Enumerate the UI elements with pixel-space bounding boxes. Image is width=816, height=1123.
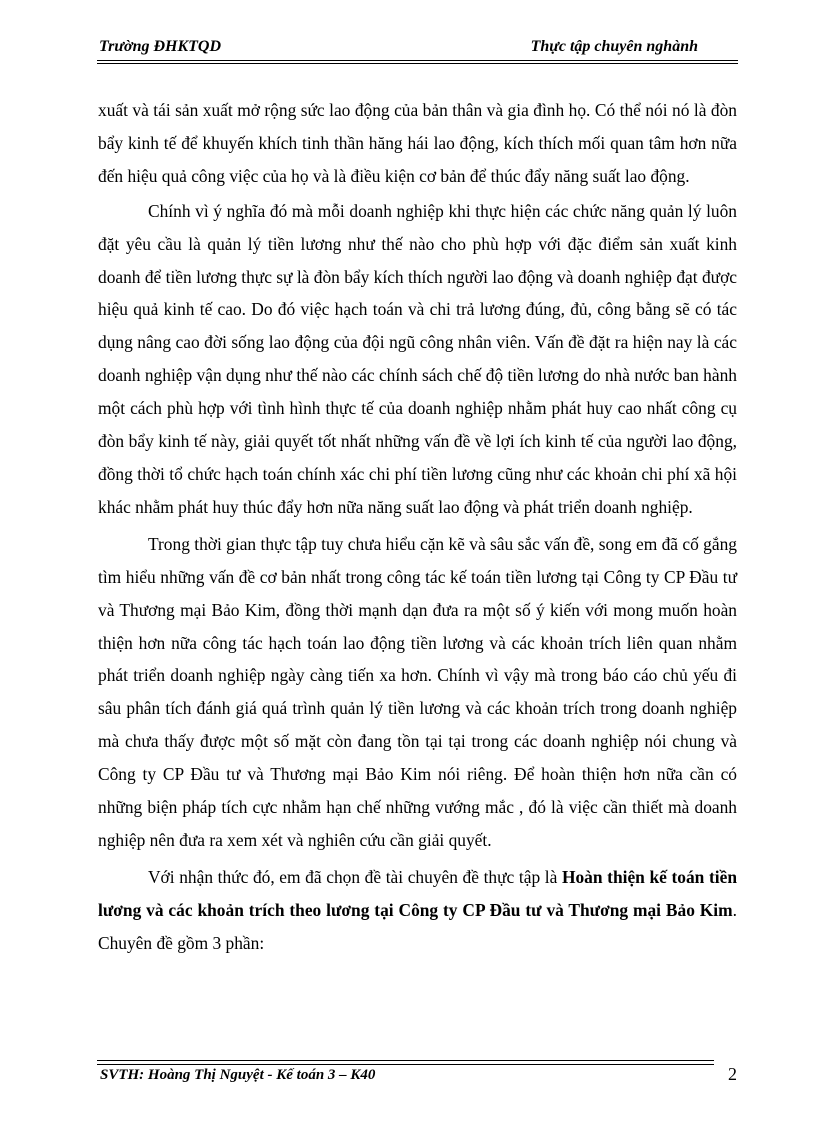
paragraph-4-start: Với nhận thức đó, em đã chọn đề tài chuyên đề thực tập là	[148, 866, 562, 887]
header-subject: Thực tập chuyên nghành	[530, 38, 698, 55]
header-rule	[97, 60, 738, 61]
page-header	[97, 36, 738, 62]
header-rule-thin	[97, 63, 738, 64]
footer-author: SVTH: Hoàng Thị Nguyệt - Kế toán 3 – K40	[100, 1067, 376, 1083]
paragraph-4-end: . Chuyên đề gồm 3 phần:	[98, 899, 737, 953]
paragraph-3: Trong thời gian thực tập tuy chưa hiểu cặn kẽ và sâu sắc vấn đề, song em đã cố gắng tìm hiểu những vấn đề cơ bản nhất trong công tác kế toán tiền lương tại Công ty CP Đầu tư và Thương mại Bảo Kim, đồng thời mạnh dạn đưa ra một số ý kiến với mong muốn hoàn thiện hơn nữa công tác hạch toán lao động tiền lương và các khoản trích liên quan nhằm phát triển doanh nghiệp ngày càng tiến xa hơn. Chính vì vậy mà trong báo cáo chủ yếu đi sâu phân tích đánh giá quá trình quản lý tiền lương và các khoản trích trong doanh nghiệp mà chưa thấy được một số mặt còn đang tồn tại tại trong các doanh nghiệp nói chung và Công ty CP Đầu tư và Thương mại Bảo Kim nói riêng. Để hoàn thiện hơn nữa cần có những biện pháp tích cực nhằm hạn chế những vướng mắc , đó là việc cần thiết mà doanh nghiệp nên đưa ra xem xét và nghiên cứu cần giải quyết.	[98, 533, 737, 850]
page-footer	[98, 1066, 743, 1090]
footer-rule-thin	[97, 1064, 714, 1065]
paragraph-4	[98, 861, 737, 960]
paragraph-1: xuất và tái sản xuất mở rộng sức lao động của bản thân và gia đình họ. Có thể nói nó là đòn bẩy kinh tế để khuyến khích tinh thần hăng hái lao động, kích thích mối quan tâm hơn nữa đến hiệu quả công việc của họ và là điều kiện cơ bản để thúc đẩy năng suất lao động.	[98, 100, 737, 186]
footer-rule	[97, 1060, 714, 1061]
paragraph-2: Chính vì ý nghĩa đó mà mỗi doanh nghiệp khi thực hiện các chức năng quản lý luôn đặt yêu cầu là quản lý tiền lương như thế nào cho phù hợp với đặc điểm sản xuất kinh doanh để tiền lương thực sự là đòn bẩy kích thích người lao động và doanh nghiệp đạt được hiệu quả kinh tế cao. Do đó việc hạch toán và chi trả lương đúng, đủ, công bằng sẽ có tác dụng nâng cao đời sống lao động của đội ngũ công nhân viên. Vấn đề đặt ra hiện nay là các doanh nghiệp vận dụng như thế nào các chính sách chế độ tiền lương do nhà nước ban hành một cách phù hợp với tình hình thực tế của doanh nghiệp nhằm phát huy cao nhất công cụ đòn bẩy kinh tế này, giải quyết tốt nhất những vấn đề về lợi ích kinh tế của người lao động, đồng thời tổ chức hạch toán chính xác chi phí tiền lương cũng như các khoản chi phí xã hội khác nhằm phát huy thúc đẩy hơn nữa năng suất lao động và phát triển doanh nghiệp.	[98, 200, 737, 517]
header-school: Trường ĐHKTQD	[99, 38, 222, 55]
page-number: 2	[728, 1064, 737, 1084]
body-text	[98, 94, 737, 964]
thesis-title: Hoàn thiện kế toán tiền lương và các khoản trích theo lương tại Công ty CP Đầu tư và Thương mại Bảo Kim	[98, 866, 737, 920]
